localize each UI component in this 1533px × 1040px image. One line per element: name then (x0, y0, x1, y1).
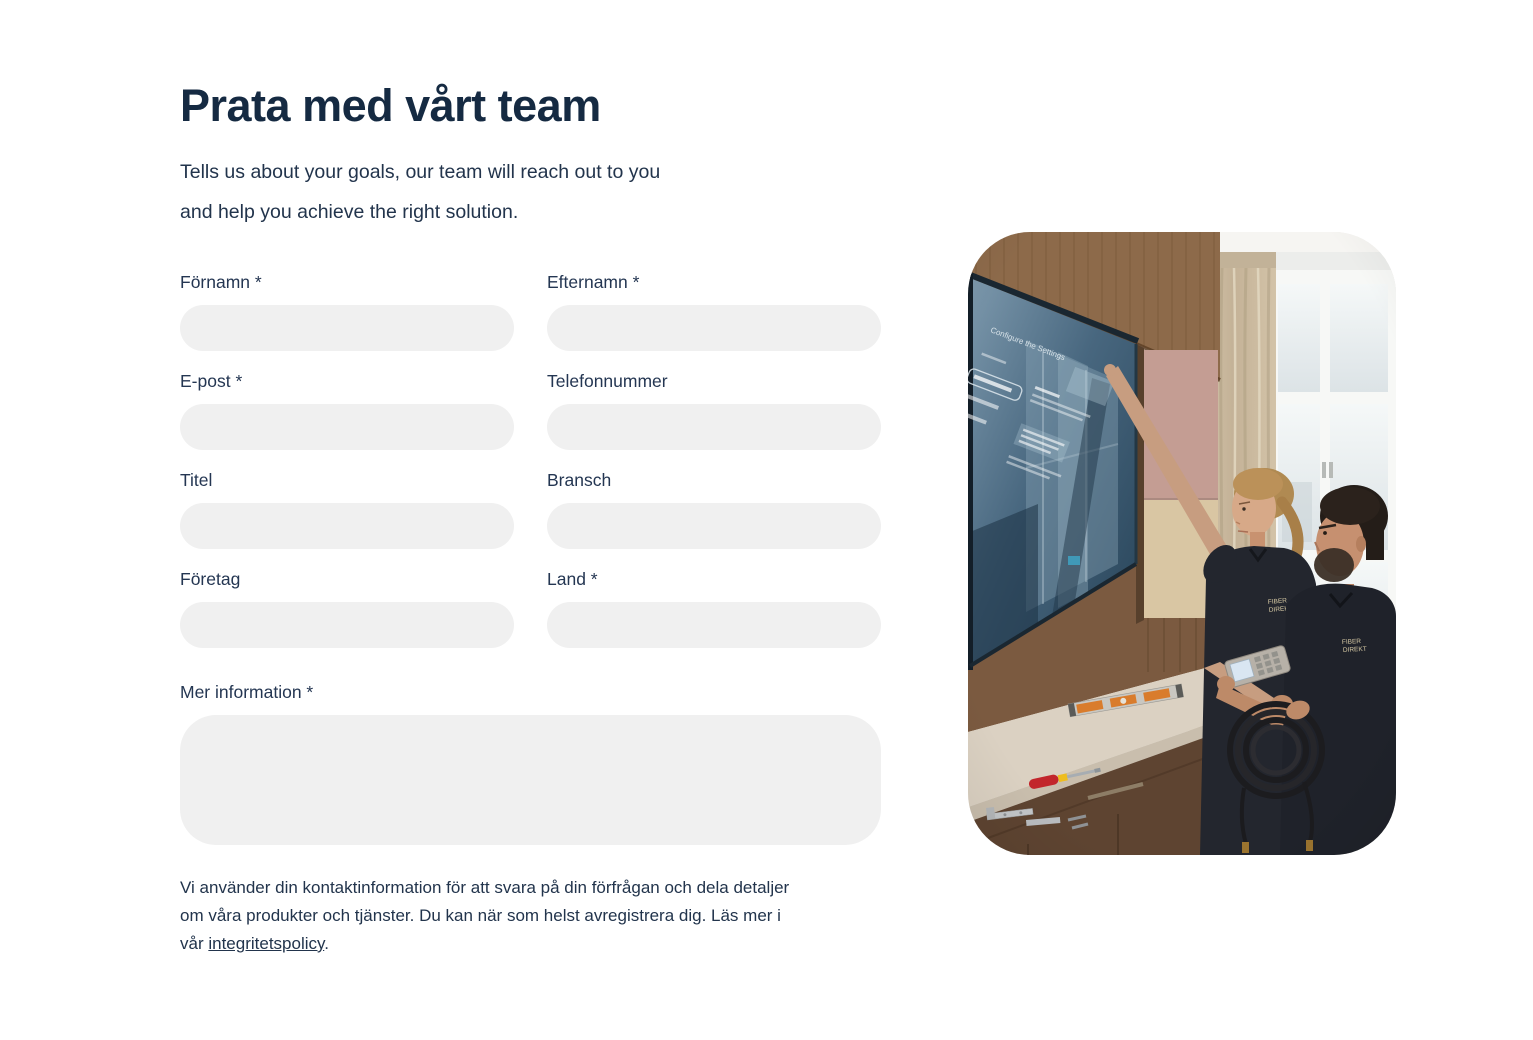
efternamn-label: Efternamn * (547, 272, 640, 292)
field-bransch (547, 470, 881, 549)
telefonnummer-input[interactable] (547, 404, 881, 450)
epost-input[interactable] (180, 404, 514, 450)
field-efternamn (547, 272, 881, 351)
photo-vignette (968, 232, 1396, 855)
titel-input[interactable] (180, 503, 514, 549)
fornamn-label: Förnamn * (180, 272, 262, 292)
field-titel (180, 470, 514, 549)
privacy-policy-link[interactable]: integritetspolicy (208, 934, 325, 953)
foretag-input[interactable] (180, 602, 514, 648)
titel-label: Titel (180, 470, 213, 490)
bransch-label: Bransch (547, 470, 612, 490)
field-land (547, 569, 881, 648)
mer-information-textarea[interactable] (180, 715, 881, 845)
land-input[interactable] (547, 602, 881, 648)
contact-form (180, 272, 881, 648)
page-subtitle (180, 152, 660, 232)
field-epost (180, 371, 514, 450)
mer-information-label: Mer information * (180, 682, 314, 702)
subtitle-line-2: and help you achieve the right solution. (180, 201, 519, 223)
privacy-line-3-prefix: vår (180, 934, 209, 953)
team-photo (968, 232, 1396, 855)
epost-label: E-post * (180, 371, 243, 391)
subtitle-line-1: Tells us about your goals, our team will reach out to you (180, 161, 661, 183)
privacy-note (180, 874, 900, 958)
efternamn-input[interactable] (547, 305, 881, 351)
fornamn-input[interactable] (180, 305, 514, 351)
foretag-label: Företag (180, 569, 241, 589)
bransch-input[interactable] (547, 503, 881, 549)
privacy-line-2: om våra produkter och tjänster. Du kan när som helst avregistrera dig. Läs mer i (180, 906, 781, 925)
privacy-line-3-suffix: . (324, 934, 329, 953)
land-label: Land * (547, 569, 598, 589)
privacy-line-1: Vi använder din kontaktinformation för att svara på din förfrågan och dela detaljer (180, 878, 790, 897)
field-foretag (180, 569, 514, 648)
field-mer-information (180, 682, 881, 845)
field-fornamn (180, 272, 514, 351)
telefonnummer-label: Telefonnummer (547, 371, 668, 391)
team-photo-illustration (968, 232, 1396, 855)
field-telefonnummer (547, 371, 881, 450)
page-title: Prata med vårt team (180, 80, 601, 131)
